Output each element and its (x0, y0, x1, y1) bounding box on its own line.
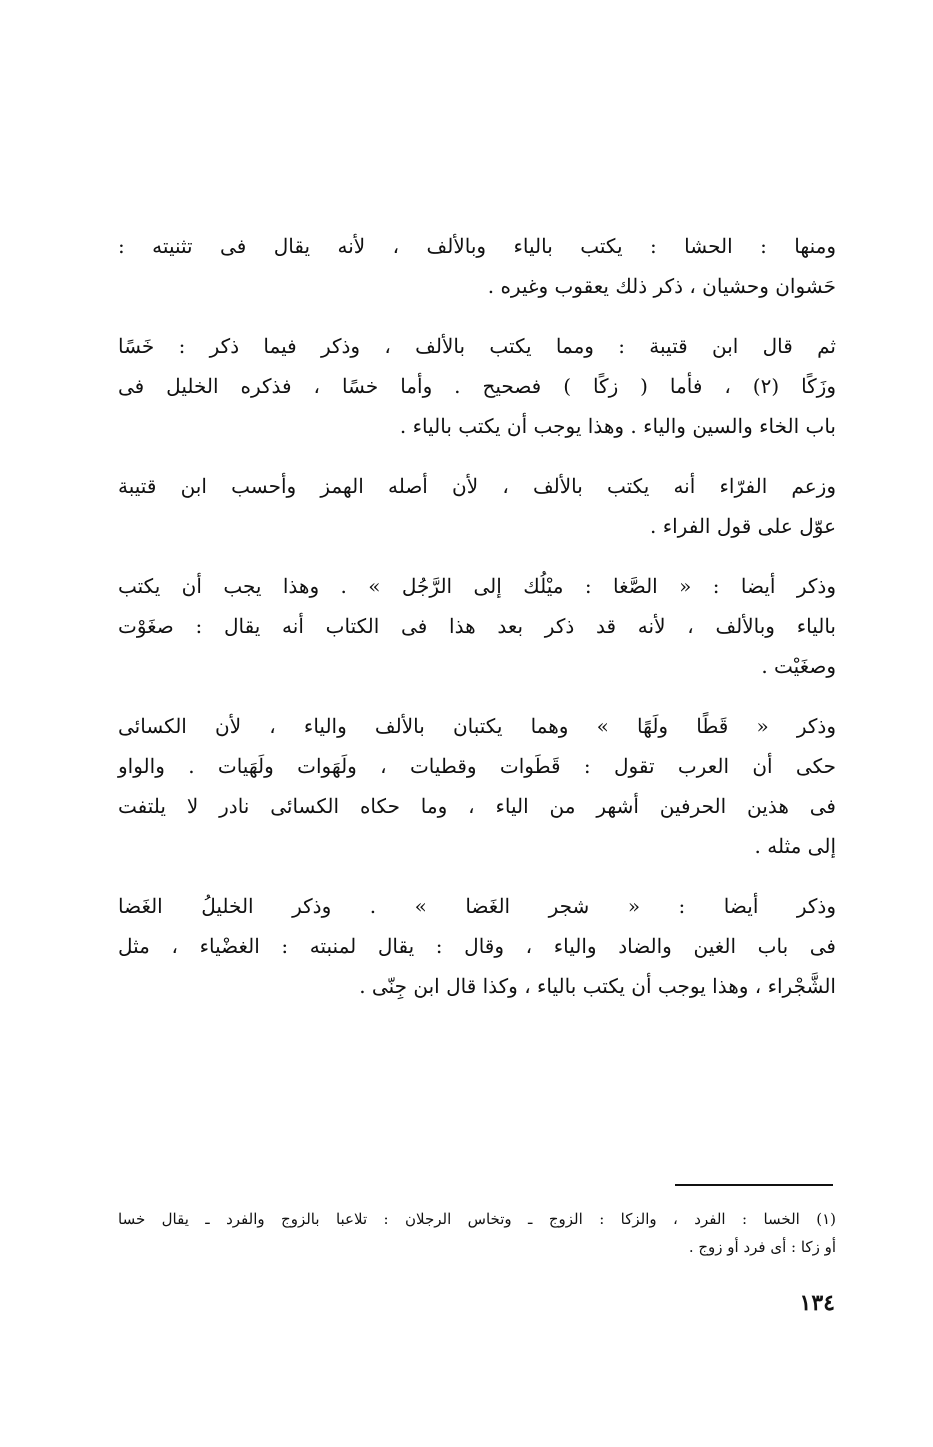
text-line: فى هذين الحرفين أشهر من الياء ، وما حكاه الكسائى نادر لا يلتفت (118, 794, 836, 818)
paragraph-6 (118, 886, 836, 1006)
text-line: حَشوان وحشيان ، ذكر ذلك يعقوب وغيره . (487, 274, 836, 298)
text-line: حكى أن العرب تقول : قَطَوات وقطيات ، ولَهَوات ولَهَيات . والواو (118, 754, 837, 778)
text-line: وصغَيْت . (761, 654, 836, 678)
text-line: وذكر « قَطًا ولَهًا » وهما يكتبان بالألف والياء ، لأن الكسائى (118, 714, 836, 738)
paragraph-5 (118, 706, 836, 866)
paragraph-3 (118, 466, 836, 546)
footnote-separator (675, 1184, 833, 1186)
footnote (118, 1205, 836, 1261)
text-line: ومنها : الحشا : يكتب بالياء وبالألف ، لأنه يقال فى تثنيته : (118, 234, 836, 258)
body-text (118, 226, 836, 1006)
paragraph-2 (118, 326, 836, 446)
text-line: ثم قال ابن قتيبة : ومما يكتب بالألف ، وذكر فيما ذكر : خَسًا (118, 334, 836, 358)
text-line: فى باب الغين والضاد والياء ، وقال : يقال لمنبته : الغضْياء ، مثل (118, 934, 836, 958)
paragraph-4 (118, 566, 836, 686)
text-line: إلى مثله . (754, 834, 836, 858)
text-line: باب الخاء والسين والياء . وهذا يوجب أن يكتب بالياء . (399, 414, 836, 438)
footnote-line: أو زكا : أى فرد أو زوج . (688, 1238, 836, 1256)
text-line: وزعم الفرّاء أنه يكتب بالألف ، لأن أصله الهمز وأحسب ابن قتيبة (118, 474, 836, 498)
text-line: وزَكًا (٢) ، فأما ( زكًا ) فصحيح . وأما خسًا ، فذكره الخليل فى (118, 374, 836, 398)
footnote-line: (١) الخسا : الفرد ، والزكا : الزوج ـ وتخاس الرجلان : تلاعبا بالزوج والفرد ـ يقال خسا (118, 1210, 836, 1228)
text-line: الشَّجْراء ، وهذا يوجب أن يكتب بالياء ، وكذا قال ابن جِنّى . (359, 974, 836, 998)
paragraph-1 (118, 226, 836, 306)
text-line: وذكر أيضا : « شجر الغَضا » . وذكر الخليلُ الغَضا (118, 894, 836, 918)
text-line: عوّل على قول الفراء . (650, 514, 836, 538)
page-number: ١٣٤ (799, 1290, 835, 1316)
text-line: وذكر أيضا : « الصَّغا : ميْلُك إلى الرَّجُل » . وهذا يجب أن يكتب (118, 574, 836, 598)
text-line: بالياء وبالألف ، لأنه قد ذكر بعد هذا فى الكتاب أنه يقال : صغَوْت (118, 614, 836, 638)
